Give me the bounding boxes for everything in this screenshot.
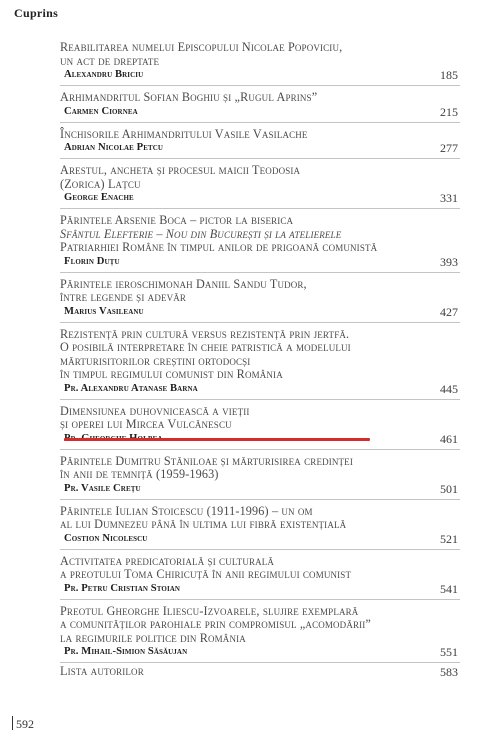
- entry-title: Închisorile Arhimandritului Vasile Vasilache: [60, 126, 308, 141]
- toc-entry-authors-list[interactable]: [60, 663, 460, 681]
- page-footer: [12, 716, 34, 732]
- entry-author: Pr. Vasile Crețu: [64, 482, 141, 494]
- toc-entry[interactable]: [60, 123, 460, 160]
- entry-page: 215: [440, 104, 458, 119]
- toc-entry[interactable]: [60, 86, 460, 123]
- entry-page: 501: [440, 481, 458, 496]
- toc-entry[interactable]: [60, 500, 460, 550]
- entry-title: Dimensiunea duhovnicească a vieții și operei lui Mircea Vulcănescu: [60, 403, 250, 431]
- entry-title: Activitatea predicatorială și culturală a preotului Toma Chiricuță în anii regimului comunist: [60, 553, 352, 581]
- entry-page: 521: [440, 531, 458, 546]
- entry-title: Părintele ieroschimonah Daniil Sandu Tudor, între legende și adevăr: [60, 276, 307, 304]
- toc-entry[interactable]: [60, 323, 460, 400]
- highlight-underline: [64, 438, 370, 441]
- toc-entry[interactable]: [60, 159, 460, 209]
- entry-title: Lista autorilor: [60, 664, 144, 678]
- entry-author: Pr. Petru Cristian Stoian: [64, 582, 181, 594]
- entry-title: Rezistență prin cultură versus rezistență prin jertfă. O posibilă interpretare în cheie patristică a modelului mărturisitorilor creștini ortodocși în timpul regimului comunist din România: [60, 326, 351, 381]
- entry-author: Costion Nicolescu: [64, 532, 148, 544]
- entry-author: Adrian Nicolae Petcu: [64, 142, 164, 153]
- entry-title: Reabilitarea numelui Episcopului Nicolae Popoviciu, un act de dreptate: [60, 40, 343, 68]
- entry-author: George Enache: [64, 192, 134, 203]
- entry-author: Florin Duțu: [64, 255, 120, 267]
- entry-page: 427: [440, 304, 458, 319]
- toc-entry[interactable]: [60, 400, 460, 450]
- entry-title: Părintele Iulian Stoicescu (1911-1996) – un om al lui Dumnezeu până în ultima lui fibră existențială: [60, 503, 347, 531]
- footer-rule: [12, 716, 13, 730]
- entry-title: Arhimandritul Sofian Boghiu și „Rugul Aprins”: [60, 90, 318, 104]
- entry-page: 541: [440, 581, 458, 596]
- entry-title: Părintele Arsenie Boca – pictor la biserica Sfântul Elefterie – Nou din București și la atelierele Patriarhiei Române în timpul anilor de prigoană comunistă: [60, 213, 378, 254]
- entry-title: Părintele Dumitru Stăniloae și mărturisirea credinței în anii de temniță (1959-1963): [60, 453, 353, 481]
- running-header: Cuprins: [14, 6, 59, 20]
- entry-page: 461: [440, 431, 458, 446]
- entry-author: Pr. Mihail-Simion Săsăujan: [64, 646, 188, 657]
- entry-author: Alexandru Briciu: [64, 69, 144, 80]
- toc-entry[interactable]: [60, 450, 460, 500]
- entry-title: Arestul, ancheta și procesul maicii Teodosia (Zorica) Lațcu: [60, 163, 301, 191]
- toc-entry[interactable]: [60, 600, 460, 664]
- table-of-contents: [60, 36, 460, 681]
- entry-page: 277: [440, 141, 458, 155]
- entry-author: Pr. Alexandru Atanase Barna: [64, 382, 198, 394]
- toc-entry[interactable]: [60, 273, 460, 323]
- toc-entry[interactable]: [60, 36, 460, 86]
- entry-author: Carmen Ciornea: [64, 105, 138, 117]
- entry-title: Preotul Gheorghe Iliescu-Izvoarele, slujire exemplară a comunităților parohiale prin compromisul „acomodării” la regimurile politice din România: [60, 603, 371, 645]
- toc-entry[interactable]: [60, 209, 460, 273]
- entry-page: 583: [440, 665, 458, 679]
- entry-page: 393: [440, 254, 458, 269]
- entry-page: 331: [440, 191, 458, 205]
- toc-entry[interactable]: [60, 550, 460, 600]
- entry-page: 551: [440, 645, 458, 659]
- page-number: 592: [16, 717, 34, 731]
- entry-page: 445: [440, 381, 458, 396]
- entry-author: Marius Vasileanu: [64, 305, 144, 317]
- entry-page: 185: [440, 68, 458, 82]
